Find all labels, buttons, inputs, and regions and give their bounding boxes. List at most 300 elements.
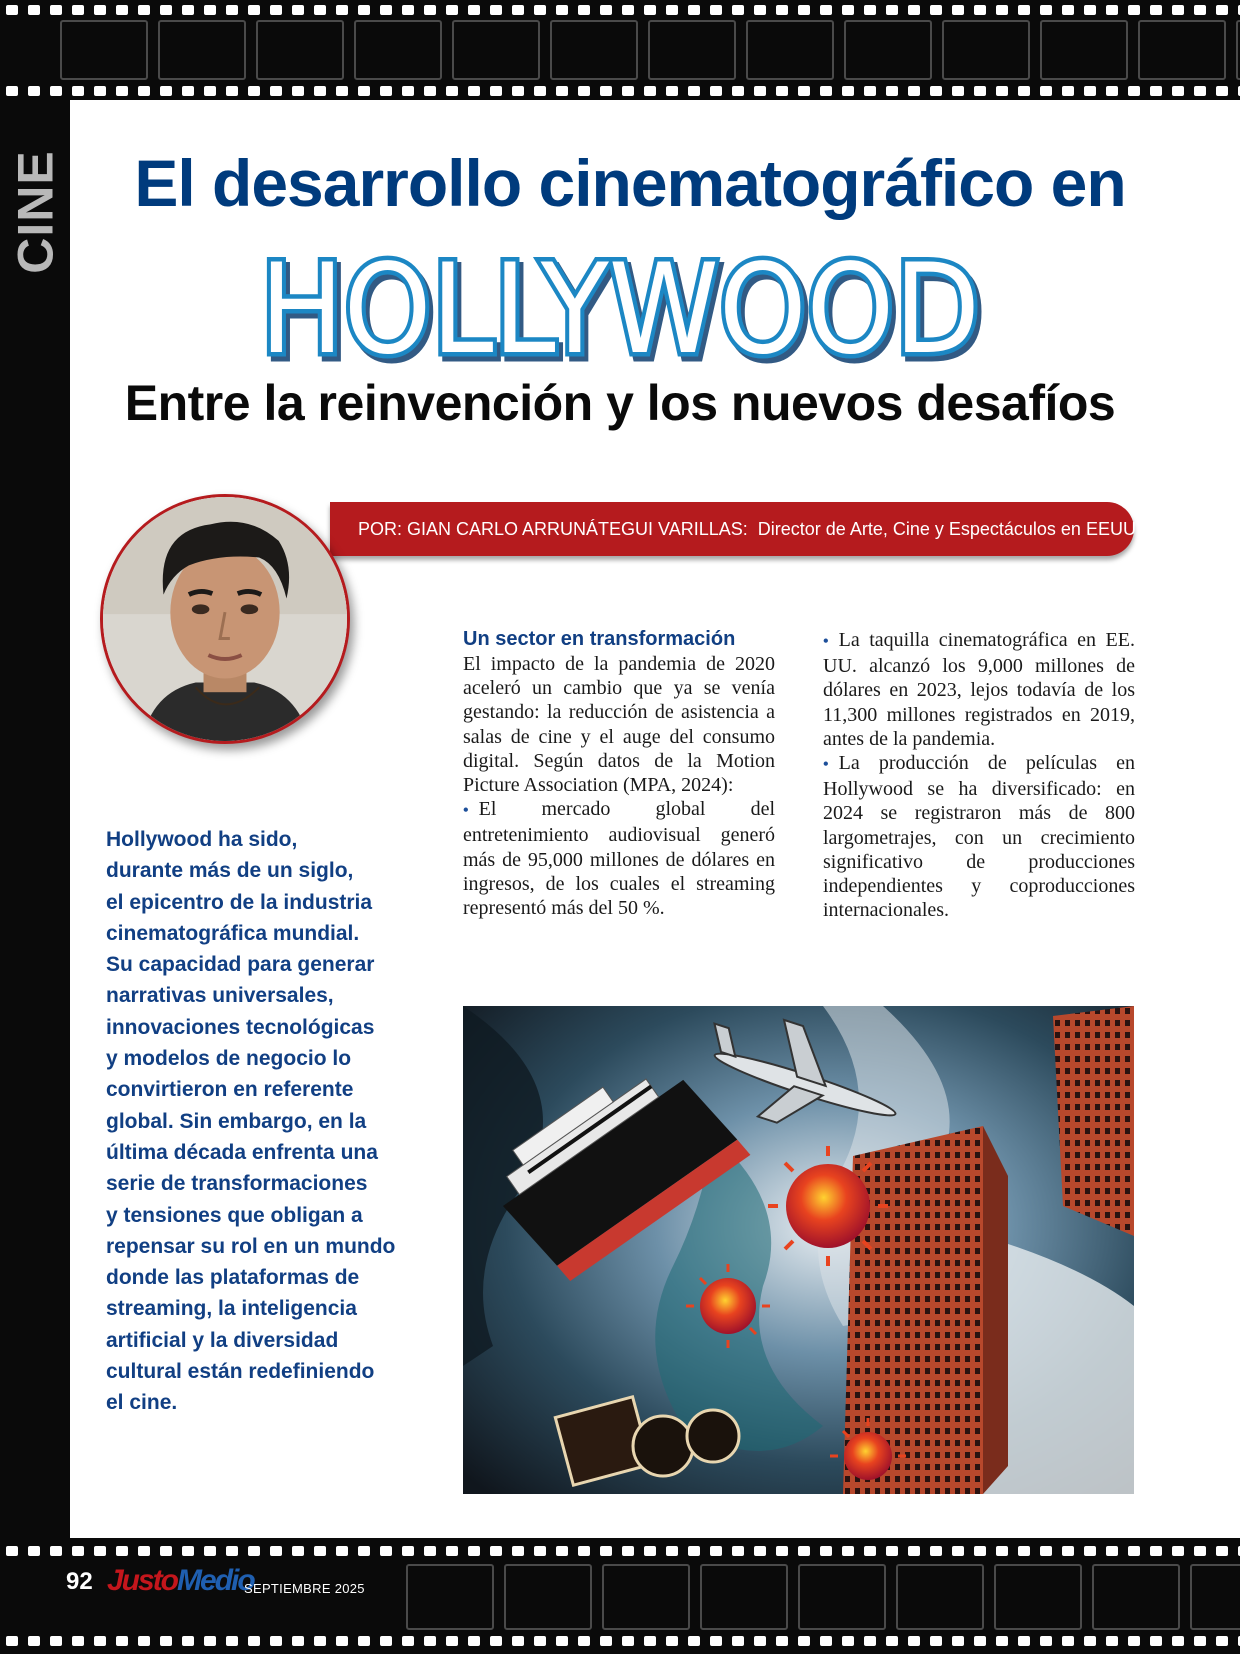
perforation-hole [468,5,480,15]
perforation-hole [688,1636,700,1646]
perforation-hole [28,5,40,15]
perforation-hole [314,1546,326,1556]
perforation-hole [72,86,84,96]
film-frame [1040,20,1128,80]
perforation-hole [974,86,986,96]
perforation-hole [688,1546,700,1556]
perforation-hole [446,86,458,96]
headline: El desarrollo cinematográfico en [134,146,1126,220]
perforation-hole [754,86,766,96]
perforation-hole [204,5,216,15]
perforation-hole [446,1636,458,1646]
perforation-hole [358,86,370,96]
perforation-hole [622,86,634,96]
perforation-hole [622,5,634,15]
perforation-hole [512,5,524,15]
perforation-hole [248,1546,260,1556]
perforation-hole [402,5,414,15]
section-label-text: CINE [8,150,64,274]
section-label [10,152,62,272]
bullet-item [463,797,775,920]
perforation-hole [798,1546,810,1556]
perforation-hole [820,86,832,96]
perforation-hole [996,5,1008,15]
perforation-hole [754,5,766,15]
perforation-hole [248,1636,260,1646]
perforation-hole [886,86,898,96]
perforation-hole [886,1636,898,1646]
perforation-hole [424,86,436,96]
intro-line: serie de transformaciones [106,1172,368,1196]
intro-line: última década enfrenta una [106,1140,378,1164]
perforation-hole [600,1636,612,1646]
perforation-hole [798,1636,810,1646]
perforation-hole [908,1546,920,1556]
perforation-hole [886,5,898,15]
film-frame [700,1564,788,1630]
perforation-hole [160,1546,172,1556]
perforation-hole [996,1636,1008,1646]
film-frame [844,20,932,80]
perforation-hole [1106,86,1118,96]
perforation-hole [1084,1636,1096,1646]
film-perforations [0,1634,1240,1648]
perforation-hole [270,86,282,96]
intro-paragraph [106,824,396,1419]
subtitle: Entre la reinvención y los nuevos desafíos [124,375,1116,431]
perforation-hole [1172,86,1184,96]
bullet-text: El mercado global del entretenimiento audiovisual generó más de 95,000 millones de dólares en ingresos, de los cuales el streaming representó más del 50 %. [463,798,775,920]
column-b [823,626,1135,922]
perforation-hole [556,1546,568,1556]
perforation-hole [534,1636,546,1646]
perforation-hole [314,86,326,96]
intro-line: durante más de un siglo, [106,859,354,883]
page-number: 92 [66,1568,93,1595]
perforation-hole [1018,1546,1030,1556]
perforation-hole [1040,5,1052,15]
intro-line: convirtieron en referente [106,1078,354,1102]
bullet-text: La taquilla cinematográfica en EE. UU. alcanzó los 9,000 millones de dólares en 2023, lejos todavía de los 11,300 millones registrados en 2019, antes de la pandemia. [823,629,1135,750]
film-frames [0,20,1240,80]
perforation-hole [468,1636,480,1646]
perforation-hole [1150,86,1162,96]
intro-line: donde las plataformas de [106,1266,360,1290]
perforation-hole [204,1546,216,1556]
film-frame [256,20,344,80]
perforation-hole [28,1546,40,1556]
film-frame [798,1564,886,1630]
perforation-hole [622,1636,634,1646]
perforation-hole [1194,1636,1206,1646]
perforation-hole [512,1546,524,1556]
byline-text [358,519,1136,540]
perforation-hole [490,1636,502,1646]
perforation-hole [754,1546,766,1556]
intro-line: global. Sin embargo, en la [106,1109,367,1133]
intro-line: cinematográfica mundial. [106,921,360,945]
perforation-hole [94,86,106,96]
bullet-icon: • [463,802,469,820]
film-frame [452,20,540,80]
perforation-hole [556,86,568,96]
perforation-hole [50,1546,62,1556]
perforation-hole [600,1546,612,1556]
perforation-hole [226,1546,238,1556]
perforation-hole [116,5,128,15]
perforation-hole [864,86,876,96]
intro-line: innovaciones tecnológicas [106,1015,375,1039]
perforation-hole [732,1546,744,1556]
perforation-hole [776,5,788,15]
perforation-hole [996,86,1008,96]
perforation-hole [864,1546,876,1556]
film-frame [1138,20,1226,80]
film-frame [602,1564,690,1630]
perforation-hole [974,5,986,15]
perforation-hole [1018,1636,1030,1646]
intro-line: Su capacidad para generar [106,953,375,977]
perforation-hole [776,1636,788,1646]
perforation-hole [974,1546,986,1556]
perforation-hole [424,1636,436,1646]
perforation-hole [622,1546,634,1556]
perforation-hole [204,1636,216,1646]
perforation-hole [1040,1636,1052,1646]
bullet-icon: • [823,633,829,650]
perforation-hole [28,1636,40,1646]
film-strip-top [0,0,1240,100]
perforation-hole [732,5,744,15]
intro-line: repensar su rol en un mundo [106,1234,396,1258]
perforation-hole [578,86,590,96]
film-frame [550,20,638,80]
intro-line: artificial y la diversidad [106,1328,339,1352]
section-side-bar [0,100,70,1538]
perforation-hole [908,86,920,96]
perforation-hole [1040,1546,1052,1556]
film-frame [60,20,148,80]
perforation-hole [996,1546,1008,1556]
perforation-hole [534,5,546,15]
perforation-hole [952,1546,964,1556]
perforation-hole [644,86,656,96]
perforation-hole [688,86,700,96]
perforation-hole [1018,86,1030,96]
perforation-hole [600,86,612,96]
perforation-hole [160,86,172,96]
perforation-hole [72,1636,84,1646]
hollywood-word: HOLLYWOOD [260,248,980,368]
author-avatar [100,494,350,744]
perforation-hole [952,5,964,15]
perforation-hole [446,1546,458,1556]
perforation-hole [116,1636,128,1646]
intro-line: el epicentro de la industria [106,890,373,914]
perforation-hole [490,86,502,96]
perforation-hole [644,5,656,15]
perforation-hole [116,86,128,96]
perforation-hole [644,1546,656,1556]
perforation-hole [138,5,150,15]
perforation-hole [710,86,722,96]
perforation-hole [380,1546,392,1556]
byline-prefix: POR: GIAN CARLO ARRUNÁTEGUI VARILLAS: [358,518,748,539]
perforation-hole [446,5,458,15]
virus-shape [768,1146,888,1266]
perforation-hole [292,86,304,96]
perforation-hole [754,1636,766,1646]
perforation-hole [490,5,502,15]
perforation-hole [1018,5,1030,15]
bullet-item [823,751,1135,922]
perforation-hole [534,86,546,96]
perforation-hole [468,86,480,96]
brand-part2: Medio [177,1564,254,1597]
perforation-hole [1084,1546,1096,1556]
perforation-hole [424,5,436,15]
perforation-hole [6,86,18,96]
perforation-hole [292,1546,304,1556]
perforation-hole [380,1636,392,1646]
perforation-hole [952,86,964,96]
perforation-hole [798,86,810,96]
perforation-hole [1062,86,1074,96]
perforation-hole [1216,5,1228,15]
film-frame [504,1564,592,1630]
perforation-hole [776,86,788,96]
perforation-hole [402,1546,414,1556]
perforation-hole [1194,86,1206,96]
perforation-hole [468,1546,480,1556]
perforation-hole [182,5,194,15]
perforation-hole [930,86,942,96]
bullet-text: La producción de películas en Hollywood se ha diversificado: en 2024 se registraron más de 800 largometrajes, con un crecimiento significativo de producciones independientes y coproducciones internacionales. [823,752,1135,922]
perforation-hole [732,1636,744,1646]
perforation-hole [424,1546,436,1556]
perforation-hole [94,1546,106,1556]
intro-line: y modelos de negocio lo [106,1047,352,1071]
intro-line: y tensiones que obligan a [106,1203,363,1227]
perforation-hole [270,1636,282,1646]
perforation-hole [644,1636,656,1646]
perforation-hole [402,86,414,96]
film-frame [354,20,442,80]
perforation-hole [1128,5,1140,15]
film-perforations [0,84,1240,98]
perforation-hole [710,1546,722,1556]
perforation-hole [6,5,18,15]
film-perforations [0,1544,1240,1558]
perforation-hole [1062,5,1074,15]
perforation-hole [94,5,106,15]
perforation-hole [1084,5,1096,15]
intro-line: Hollywood ha sido, [106,828,298,851]
perforation-hole [534,1546,546,1556]
film-frame [1190,1564,1240,1630]
perforation-hole [226,5,238,15]
perforation-hole [248,5,260,15]
perforation-hole [1194,5,1206,15]
perforation-hole [358,1636,370,1646]
perforation-hole [864,5,876,15]
perforation-hole [358,5,370,15]
magazine-logo [107,1564,254,1598]
perforation-hole [842,5,854,15]
perforation-hole [710,1636,722,1646]
perforation-hole [160,5,172,15]
perforation-hole [72,5,84,15]
perforation-hole [358,1546,370,1556]
issue-date: SEPTIEMBRE 2025 [244,1581,365,1596]
perforation-hole [226,1636,238,1646]
film-frame [1092,1564,1180,1630]
perforation-hole [50,86,62,96]
column-a [463,626,775,920]
perforation-hole [512,86,524,96]
perforation-hole [292,5,304,15]
perforation-hole [820,5,832,15]
perforation-hole [1062,1636,1074,1646]
perforation-hole [270,1546,282,1556]
perforation-hole [94,1636,106,1646]
perforation-hole [270,5,282,15]
perforation-hole [578,1636,590,1646]
perforation-hole [1150,1636,1162,1646]
perforation-hole [248,86,260,96]
perforation-hole [1128,1546,1140,1556]
perforation-hole [1128,1636,1140,1646]
perforation-hole [380,86,392,96]
perforation-hole [182,1636,194,1646]
perforation-hole [732,86,744,96]
perforation-hole [1106,1546,1118,1556]
perforation-hole [1216,1546,1228,1556]
film-frame [158,20,246,80]
intro-line: streaming, la inteligencia [106,1297,357,1321]
perforation-hole [50,1636,62,1646]
perforation-hole [182,1546,194,1556]
perforation-hole [842,1546,854,1556]
perforation-hole [512,1636,524,1646]
perforation-hole [336,1546,348,1556]
perforation-hole [336,5,348,15]
brand-part1: Justo [107,1564,178,1597]
perforation-hole [380,5,392,15]
perforation-hole [908,5,920,15]
perforation-hole [1062,1546,1074,1556]
intro-line: cultural están redefiniendo [106,1360,375,1384]
perforation-hole [6,1546,18,1556]
hollywood-wordmark [240,248,1000,368]
film-frame [942,20,1030,80]
perforation-hole [72,1546,84,1556]
film-frame [746,20,834,80]
perforation-hole [842,1636,854,1646]
perforation-hole [820,1636,832,1646]
film-frame [406,1564,494,1630]
perforation-hole [908,1636,920,1646]
perforation-hole [578,1546,590,1556]
film-frame [1236,20,1240,80]
perforation-hole [688,5,700,15]
perforation-hole [1150,1546,1162,1556]
film-perforations [0,3,1240,17]
perforation-hole [402,1636,414,1646]
perforation-hole [1040,86,1052,96]
perforation-hole [204,86,216,96]
perforation-hole [930,1636,942,1646]
perforation-hole [1084,86,1096,96]
perforation-hole [1128,86,1140,96]
perforation-hole [886,1546,898,1556]
intro-line: narrativas universales, [106,984,334,1008]
perforation-hole [600,5,612,15]
film-frame [648,20,736,80]
perforation-hole [1150,5,1162,15]
film-frame [896,1564,984,1630]
perforation-hole [930,5,942,15]
perforation-hole [556,1636,568,1646]
section-subheading: Un sector en transformación [463,628,736,650]
perforation-hole [336,1636,348,1646]
article-illustration [463,1006,1134,1494]
perforation-hole [798,5,810,15]
bullet-icon: • [823,756,829,774]
perforation-hole [842,86,854,96]
perforation-hole [1172,5,1184,15]
perforation-hole [776,1546,788,1556]
perforation-hole [336,86,348,96]
perforation-hole [292,1636,304,1646]
column-a-paragraph: El impacto de la pandemia de 2020 aceleró un cambio que ya se venía gestando: la reducción de asistencia a salas de cine y el auge del consumo digital. Según datos de la Motion Picture Association (MPA, 2024): [463,653,775,797]
perforation-hole [1172,1636,1184,1646]
perforation-hole [314,1636,326,1646]
perforation-hole [974,1636,986,1646]
perforation-hole [138,1636,150,1646]
perforation-hole [952,1636,964,1646]
perforation-hole [1106,1636,1118,1646]
perforation-hole [820,1546,832,1556]
perforation-hole [666,5,678,15]
perforation-hole [556,5,568,15]
perforation-hole [1106,5,1118,15]
film-frame [994,1564,1082,1630]
byline-banner [330,502,1134,556]
perforation-hole [138,1546,150,1556]
perforation-hole [578,5,590,15]
perforation-hole [28,86,40,96]
perforation-hole [930,1546,942,1556]
perforation-hole [666,1546,678,1556]
perforation-hole [182,86,194,96]
perforation-hole [160,1636,172,1646]
perforation-hole [226,86,238,96]
perforation-hole [116,1546,128,1556]
perforation-hole [1216,1636,1228,1646]
perforation-hole [314,5,326,15]
perforation-hole [1194,1546,1206,1556]
perforation-hole [1172,1546,1184,1556]
bullet-item [823,628,1135,751]
perforation-hole [490,1546,502,1556]
perforation-hole [1216,86,1228,96]
perforation-hole [666,86,678,96]
intro-line: el cine. [106,1391,178,1415]
perforation-hole [666,1636,678,1646]
perforation-hole [864,1636,876,1646]
perforation-hole [710,5,722,15]
